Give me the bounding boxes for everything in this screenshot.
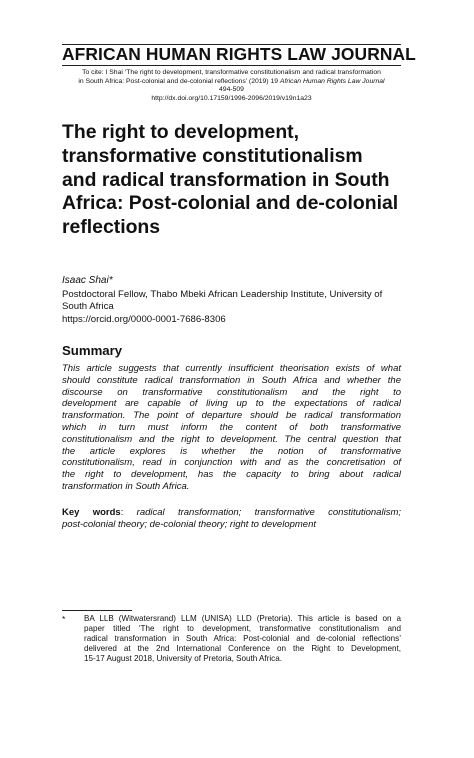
author-block [62, 275, 402, 326]
citation-doi[interactable]: http://dx.doi.org/10.17159/1996-2096/2019/v19n1a23 [151, 94, 312, 102]
keywords-separator: : [120, 507, 137, 518]
footnote-line: paper titled ‘The right to development, transformative constitutionalism and [84, 624, 401, 633]
abstract-line: development are capable of living up to the expectations of radical [62, 398, 401, 410]
abstract-line: discourse on transformative constitutionalism and the right to [62, 386, 401, 398]
summary-heading: Summary [62, 343, 123, 358]
abstract-line: constitutionalism, read in conjunction with and as the concretisation of [62, 457, 401, 469]
abstract-text [62, 363, 401, 493]
citation-block [62, 69, 401, 103]
article-title-line: and radical transformation in South [62, 168, 390, 191]
keywords-list: post-colonial theory; de-colonial theory; right to development [62, 519, 317, 530]
author-affiliation: South Africa [62, 301, 114, 313]
author-affiliation: Postdoctoral Fellow, Thabo Mbeki African Leadership Institute, University of [62, 288, 383, 300]
citation-journal: African Human Rights Law Journal [279, 77, 385, 85]
article-title-line: Africa: Post-colonial and de-colonial [62, 192, 399, 215]
article-title-line: The right to development, [62, 121, 300, 143]
keywords-label: Key words [62, 507, 121, 518]
journal-title: AFRICAN HUMAN RIGHTS LAW JOURNAL [62, 44, 416, 64]
footnote-rule [62, 610, 132, 611]
abstract-line: This article suggests that currently insufficient theorisation exists of what [62, 363, 401, 374]
article-title-line: transformative constitutionalism [62, 144, 363, 167]
footnote-line: BA LLB (Witwatersrand) LLM (UNISA) LLD (Pretoria). This article is based on a [84, 614, 401, 623]
abstract-line: transformation. The point of departure should be radical transformation [62, 410, 401, 422]
citation-text: in South Africa: Post-colonial and de-colonial reflections’ (2019) 19 [78, 77, 280, 85]
keywords-block [62, 507, 401, 531]
abstract-line: the article explores is whether the notion of transformative [62, 445, 401, 457]
citation-pages: 494-509 [219, 86, 244, 94]
citation-line: To cite: I Shai ‘The right to development, transformative constitutionalism and radical transformation [82, 69, 381, 76]
footnote-line: 15-17 August 2018, University of Pretoria, South Africa. [84, 654, 282, 663]
footnote-marker: * [62, 614, 66, 624]
footnote-line: delivered at the 2nd International Conference on the Right to Development, [84, 644, 401, 653]
header-bottom-rule [62, 65, 401, 66]
abstract-line: constitutionalism and the right to development. The central question that [62, 433, 401, 445]
abstract-line: should constitute radical transformation in South Africa and whether the [62, 374, 401, 386]
keywords-line [62, 507, 401, 519]
citation-line [62, 78, 401, 87]
author-orcid-link[interactable]: https://orcid.org/0000-0001-7686-8306 [62, 313, 226, 325]
footnote-line: radical transformation in South Africa: Post-colonial and de-colonial reflections’ [84, 634, 401, 643]
abstract-line: the right to development, has the capacity to bring about radical [62, 469, 401, 481]
article-title-line: reflections [62, 216, 161, 239]
footnote-text [84, 614, 401, 664]
keywords-list: radical transformation; transformative constitutionalism; [136, 507, 401, 518]
author-name: Isaac Shai* [62, 275, 113, 286]
article-title [62, 121, 412, 240]
abstract-line: which in turn must inform the content of both transformative [62, 421, 401, 433]
abstract-line: transformation in South Africa. [62, 480, 190, 492]
